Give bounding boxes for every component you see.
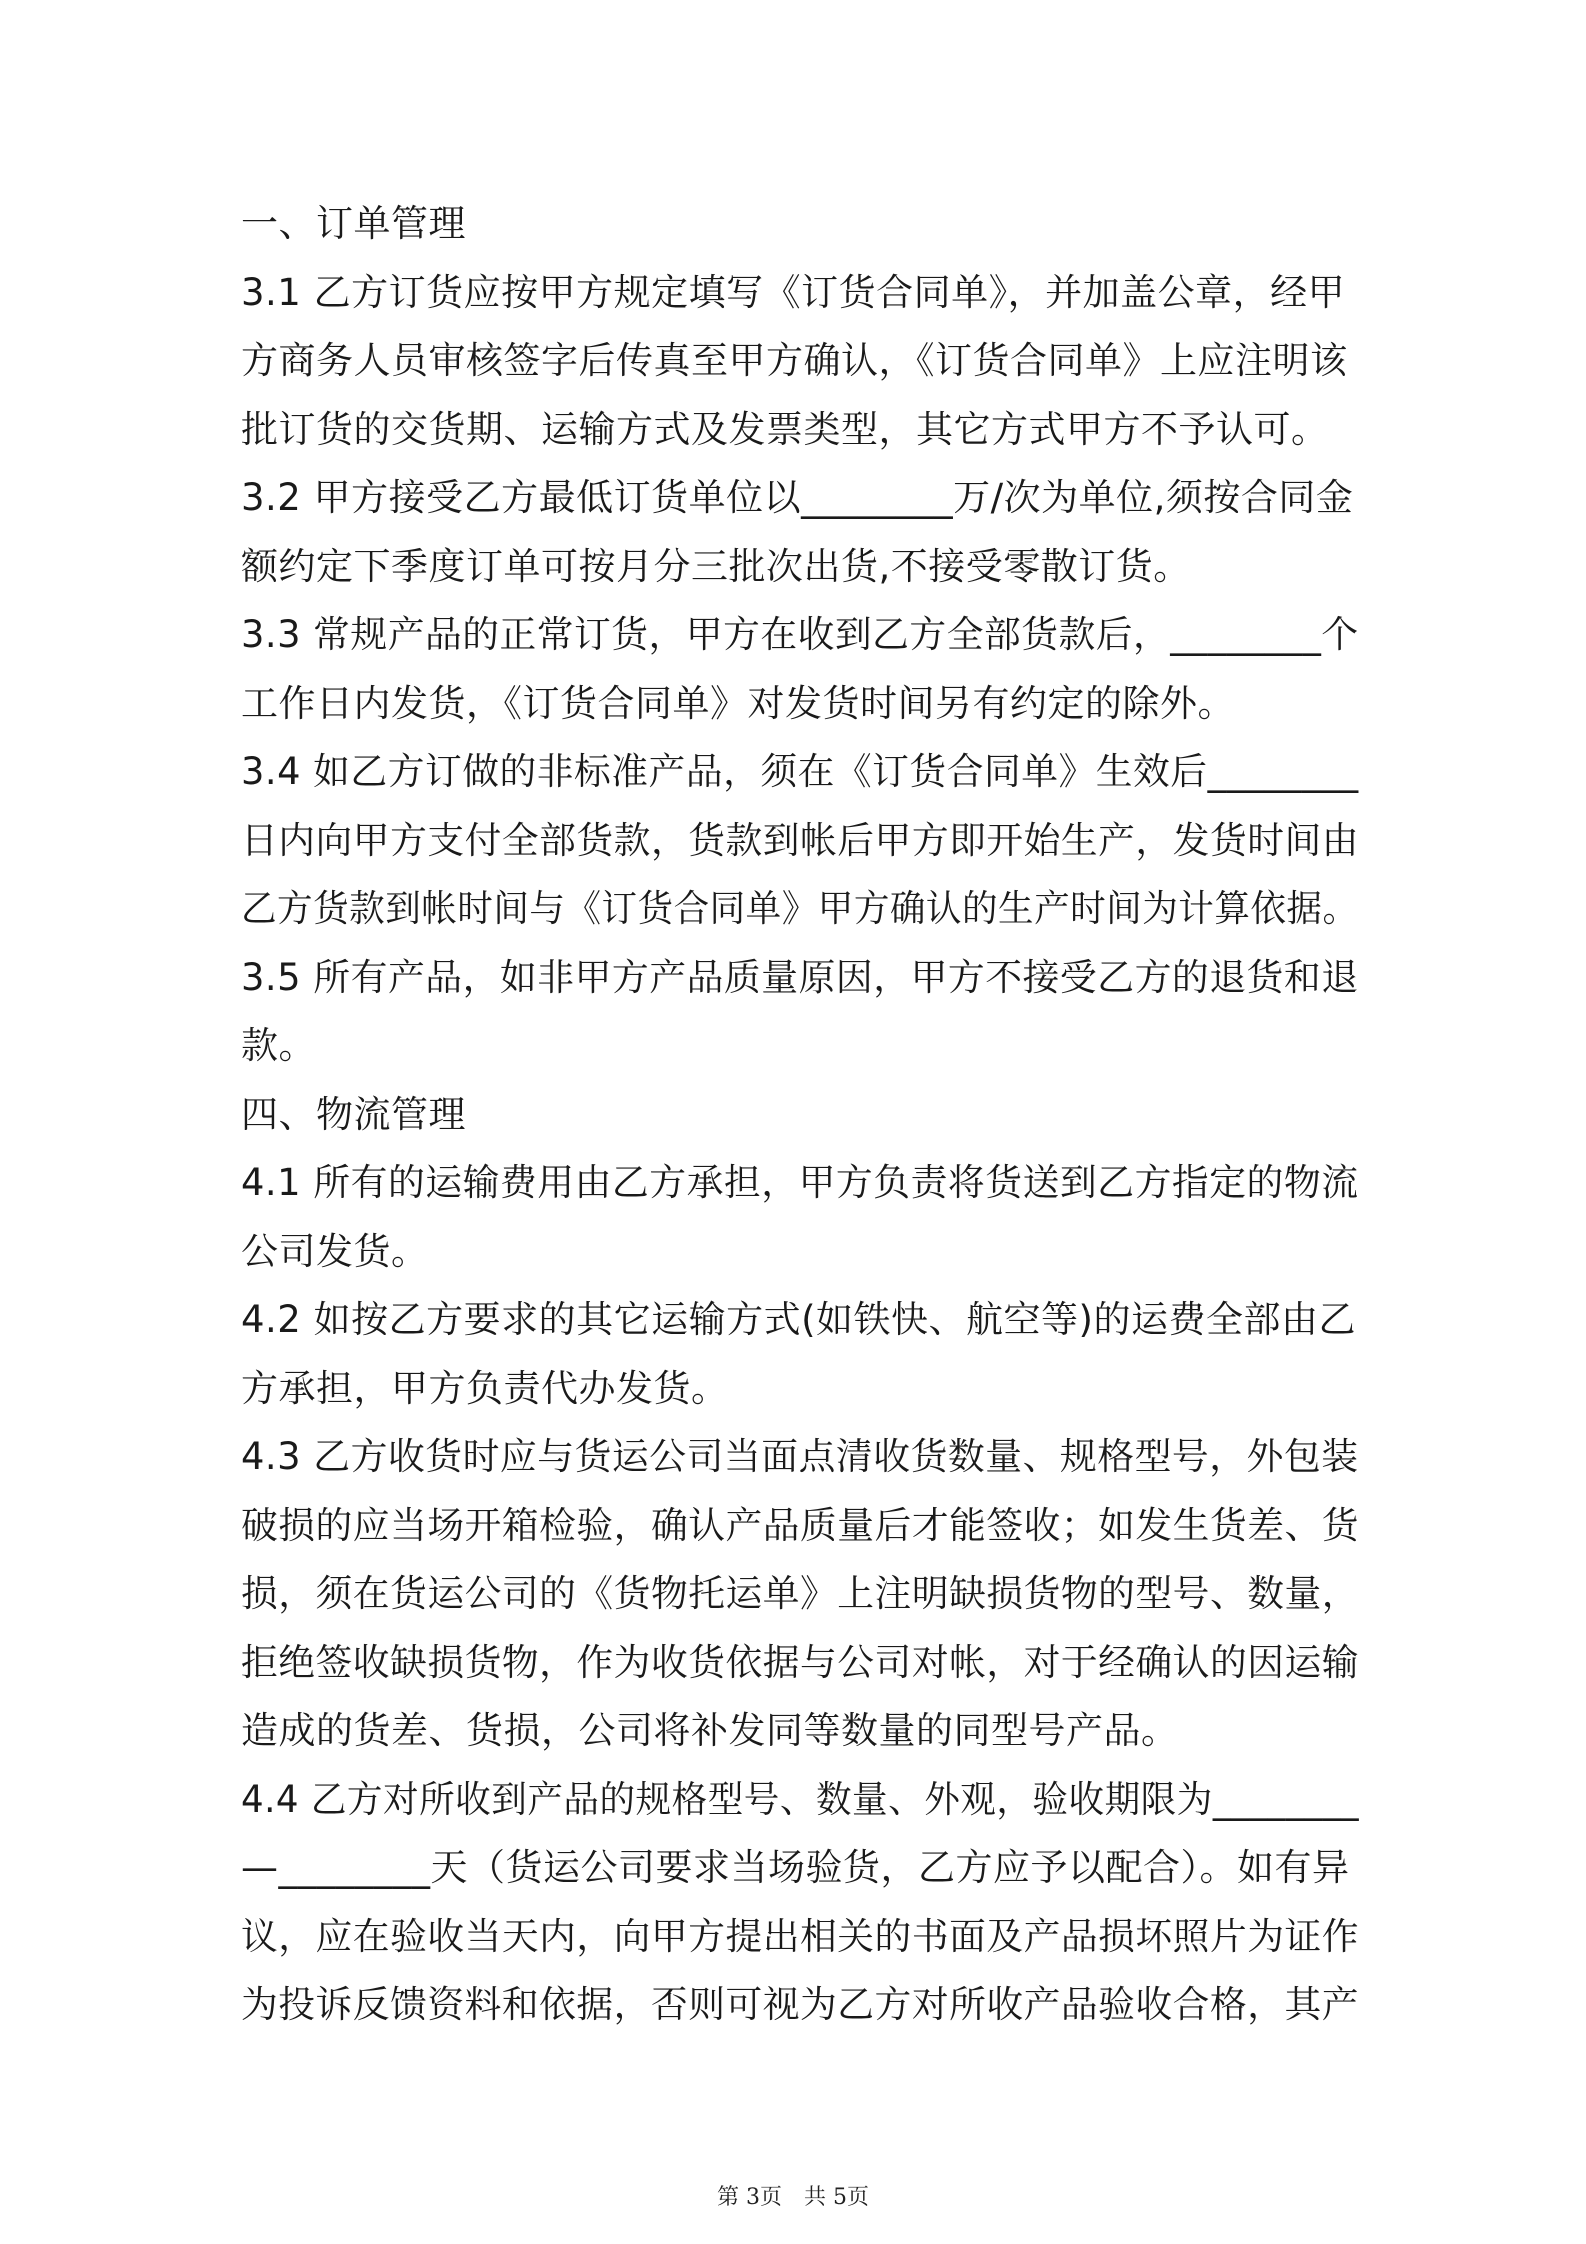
clause-4-1-line-2: 公司发货。 [241,1229,429,1273]
clause-3-4-line-1: 3.4 如乙方订做的非标准产品，须在《订货合同单》生效后________ [241,750,1359,793]
clause-4-3-line-4: 拒绝签收缺损货物，作为收货依据与公司对帐，对于经确认的因运输 [241,1640,1360,1684]
clause-3-2-line-1: 3.2 甲方接受乙方最低订货单位以________万/次为单位,须按合同金 [241,476,1354,519]
clause-4-2-line-1: 4.2 如按乙方要求的其它运输方式(如铁快、航空等)的运费全部由乙 [241,1298,1356,1341]
clause-4-3-line-1: 4.3 乙方收货时应与货运公司当面点清收货数量、规格型号，外包装 [241,1435,1359,1478]
clause-4-4-line-3: 议，应在验收当天内，向甲方提出相关的书面及产品损坏照片为证作 [241,1914,1360,1958]
clause-3-1-line-1: 3.1 乙方订货应按甲方规定填写《订货合同单》，并加盖公章，经甲 [241,270,1346,314]
clause-4-4-line-1: 4.4 乙方对所收到产品的规格型号、数量、外观，验收期限为________ [241,1777,1360,1821]
clause-3-5-line-1: 3.5 所有产品，如非甲方产品质量原因，甲方不接受乙方的退货和退 [241,955,1359,999]
page-number-footer: 第 3页 共 5页 [717,2185,869,2210]
clause-4-3-line-3: 损，须在货运公司的《货物托运单》上注明缺损货物的型号、数量， [241,1572,1360,1615]
clause-4-4-line-2: —________天（货运公司要求当场验货，乙方应予以配合）。如有异 [241,1846,1350,1889]
clause-4-1-line-1: 4.1 所有的运输费用由乙方承担，甲方负责将货送到乙方指定的物流 [241,1161,1359,1204]
clause-4-2-line-2: 方承担，甲方负责代办发货。 [241,1366,729,1410]
section-heading-logistics-management: 四、物流管理 [241,1092,466,1136]
clause-3-3-line-1: 3.3 常规产品的正常订货，甲方在收到乙方全部货款后，________个 [241,613,1359,656]
clause-4-3-line-2: 破损的应当场开箱检验，确认产品质量后才能签收；如发生货差、货 [241,1503,1360,1547]
clause-3-1-line-2: 方商务人员审核签字后传真至甲方确认，《订货合同单》上应注明该 [241,339,1348,382]
section-heading-order-management: 一、订单管理 [241,202,466,245]
clause-3-2-line-2: 额约定下季度订单可按月分三批次出货,不接受零散订货。 [241,544,1191,588]
clause-3-4-line-3: 乙方货款到帐时间与《订货合同单》甲方确认的生产时间为计算依据。 [241,887,1359,930]
clause-4-4-line-4: 为投诉反馈资料和依据，否则可视为乙方对所收产品验收合格，其产 [241,1983,1360,2026]
clause-3-5-line-2: 款。 [241,1024,316,1067]
clause-3-3-line-2: 工作日内发货，《订货合同单》对发货时间另有约定的除外。 [241,681,1235,725]
clause-4-3-line-5: 造成的货差、货损，公司将补发同等数量的同型号产品。 [241,1709,1179,1752]
clause-3-1-line-3: 批订货的交货期、运输方式及发票类型，其它方式甲方不予认可。 [241,407,1329,451]
document-body [241,190,1359,2040]
clause-3-4-line-2: 日内向甲方支付全部货款，货款到帐后甲方即开始生产，发货时间由 [241,818,1360,862]
